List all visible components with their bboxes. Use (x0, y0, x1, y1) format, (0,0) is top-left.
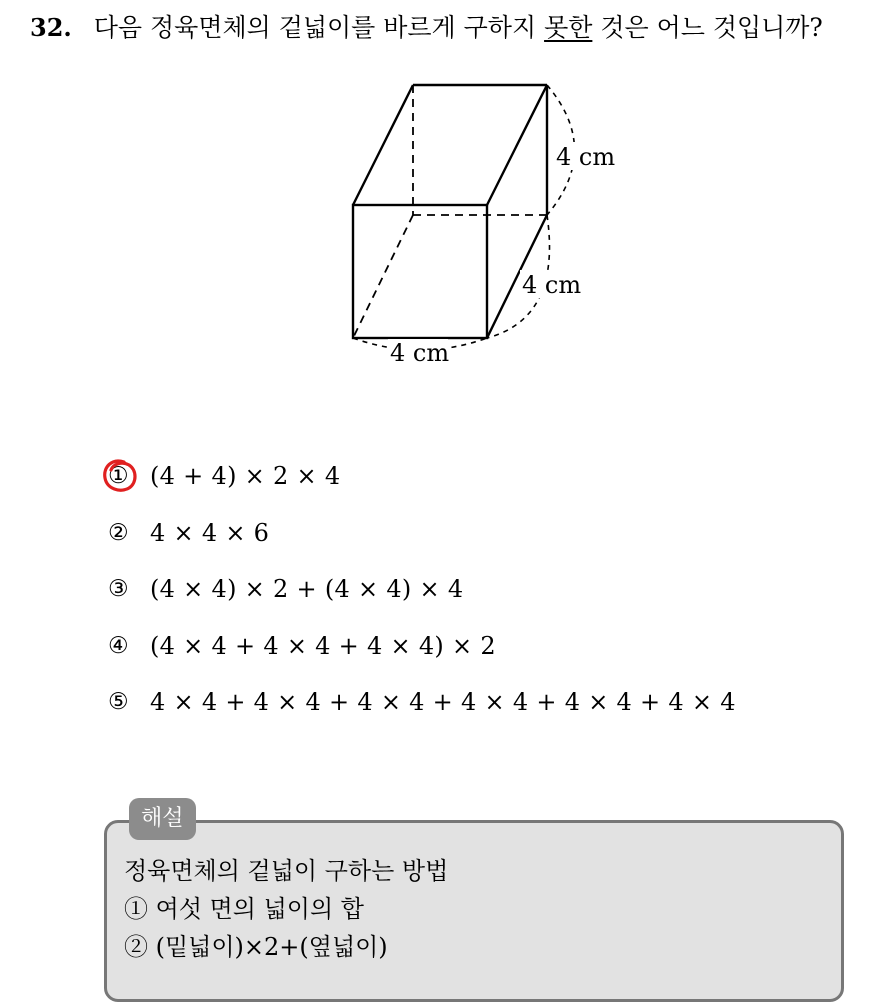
hidden-edge-diagonal (353, 215, 413, 338)
cube-diagram (340, 70, 630, 380)
choice-number: ⑤ (108, 689, 129, 716)
depth-label: 4 cm (522, 271, 582, 299)
question-text-before: 다음 정육면체의 겉넓이를 바르게 구하지 (93, 13, 545, 42)
solution-tag: 해설 (129, 798, 196, 840)
choice-number: ① (108, 463, 129, 490)
choice-3[interactable] (108, 561, 736, 618)
question-number: 32. (30, 13, 72, 42)
solution-line: 정육면체의 겉넓이 구하는 방법 (124, 857, 449, 885)
answer-choices (108, 448, 736, 731)
choice-number: ④ (108, 632, 129, 659)
question-text-underlined: 못한 (544, 13, 593, 42)
choice-expression: 4 × 4 + 4 × 4 + 4 × 4 + 4 × 4 + 4 × 4 + 4 × 4 (150, 688, 736, 717)
cube-figure (340, 70, 630, 380)
choice-expression: (4 + 4) × 2 × 4 (150, 462, 341, 491)
choice-1[interactable] (108, 448, 736, 505)
top-left-edge (353, 85, 413, 205)
choice-4[interactable] (108, 618, 736, 675)
question-text (94, 13, 823, 42)
width-label: 4 cm (390, 339, 450, 367)
choice-expression: (4 × 4) × 2 + (4 × 4) × 4 (150, 575, 464, 604)
front-face (353, 205, 487, 338)
height-label: 4 cm (556, 143, 616, 171)
question-text-after: 것은 어느 것입니까? (592, 13, 823, 42)
solution-line: ① 여섯 면의 넓이의 합 (124, 895, 364, 923)
solution-line: ② (밑넓이)×2+(옆넓이) (124, 933, 388, 961)
choice-2[interactable] (108, 505, 736, 562)
solution-content (124, 852, 448, 966)
choice-expression: (4 × 4 + 4 × 4 + 4 × 4) × 2 (150, 631, 496, 660)
choice-number: ② (108, 519, 129, 546)
choice-5[interactable] (108, 674, 736, 731)
choice-expression: 4 × 4 × 6 (150, 518, 270, 547)
question (30, 8, 823, 48)
choice-number: ③ (108, 576, 129, 603)
top-right-edge (487, 85, 547, 205)
